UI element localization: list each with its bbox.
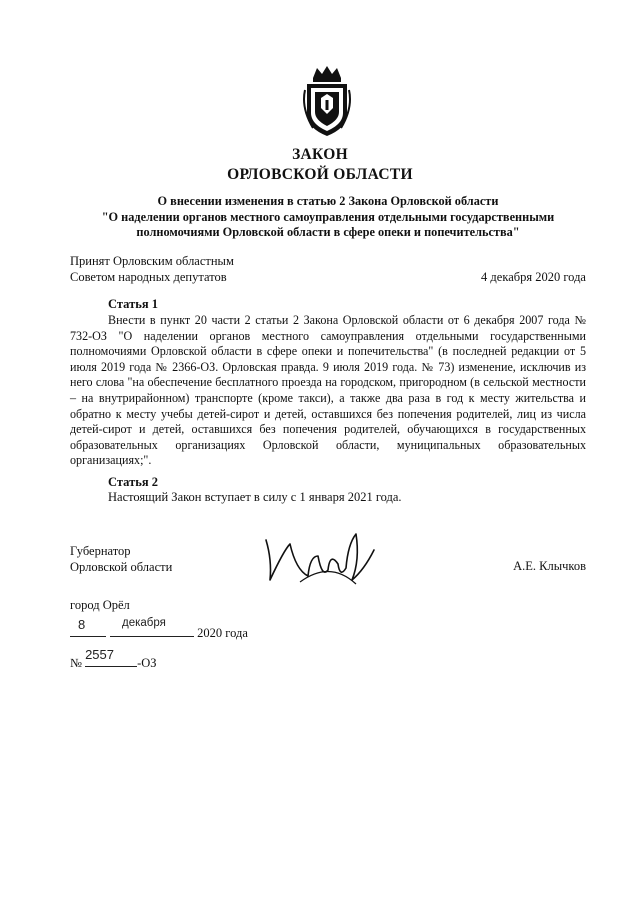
adoption-date: 4 декабря 2020 года <box>481 270 586 284</box>
signatory-name: А.Е. Клычков <box>513 559 586 573</box>
signing-date <box>70 617 248 641</box>
law-title: ЗАКОН <box>292 146 348 163</box>
law-region-title: ОРЛОВСКОЙ ОБЛАСТИ <box>227 166 413 183</box>
orel-oblast-coat-of-arms-icon <box>299 64 355 138</box>
subtitle-line: "О наделении органов местного самоуправления отдельными государственными <box>101 209 555 224</box>
adoption-line: Советом народных депутатов <box>70 270 227 284</box>
subtitle-line: полномочиями Орловской области в сфере опеки и попечительства" <box>136 225 520 239</box>
date-day-value: 8 <box>78 617 86 632</box>
adoption-statement <box>70 253 234 285</box>
law-subtitle <box>70 194 586 241</box>
law-number <box>70 647 157 671</box>
article-2-text: Настоящий Закон вступает в силу с 1 января 2021 года. <box>108 490 402 504</box>
number-sign: № <box>70 656 82 670</box>
article-1-text: Внести в пункт 20 части 2 статьи 2 Закона Орловской области от 6 декабря 2007 года № 732-ОЗ "О наделении органов местного самоуправления отдельными государственными полномочиями Орловской области в сфере опеки и попечительства" (в последней редакции от 5 июля 2019 года № 2366-ОЗ. Орловская правда. 9 июля 2019 года. № 73) изменение, исключив из него слова "на обеспечение бесплатного проезда на городском, пригородном (в сельской местности – на внутрирайонном) транспорте (кроме такси), а также два раза в год к месту жительства и обратно к месту учебы детей-сирот и детей, оставшихся без попечения родителей, лиц из числа детей-сирот и детей, оставшихся без попечения родителей, обучающихся в государственных образовательных организациях Орловской области, муниципальных образовательных организациях;". <box>70 313 586 468</box>
position-line: Губернатор <box>70 544 131 558</box>
subtitle-line: О внесении изменения в статью 2 Закона Орловской области <box>157 194 499 208</box>
adoption-line: Принят Орловским областным <box>70 254 234 268</box>
law-number-value: 2557 <box>85 647 114 662</box>
date-month-value: декабря <box>122 617 166 629</box>
article-2-heading: Статья 2 <box>108 475 158 489</box>
signing-city: город Орёл <box>70 598 130 612</box>
date-month-field <box>110 617 194 637</box>
article-1-heading: Статья 1 <box>108 297 158 311</box>
law-number-field <box>85 647 137 667</box>
signatory-position <box>70 543 172 575</box>
date-day-field <box>70 617 106 637</box>
handwritten-signature-icon <box>260 520 380 600</box>
position-line: Орловской области <box>70 560 173 574</box>
date-year: 2020 года <box>197 626 248 640</box>
law-number-suffix: -ОЗ <box>137 656 157 670</box>
